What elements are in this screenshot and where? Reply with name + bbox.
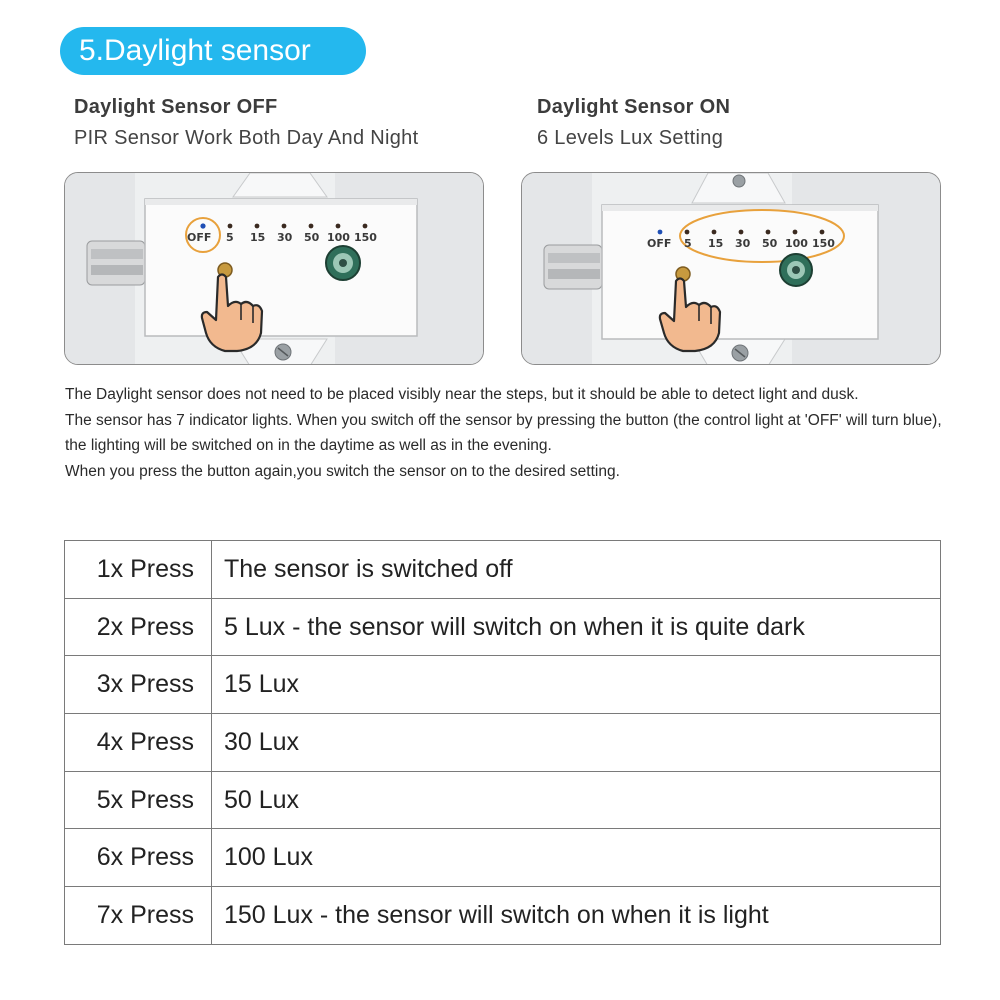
table-row (65, 829, 941, 887)
press-effect-cell: The sensor is switched off (212, 541, 941, 599)
press-effect-cell: 15 Lux (212, 656, 941, 714)
press-effect-cell: 5 Lux - the sensor will switch on when it is quite dark (212, 598, 941, 656)
table-row (65, 887, 941, 945)
description (65, 382, 945, 484)
description-paragraph: The Daylight sensor does not need to be placed visibly near the steps, but it should be able to detect light and dusk. (65, 386, 859, 403)
right-panel-subtitle: 6 Levels Lux Setting (537, 127, 724, 149)
left-panel-subtitle: PIR Sensor Work Both Day And Night (74, 127, 419, 149)
sensor-off-photo (64, 172, 484, 365)
table-row (65, 771, 941, 829)
press-count-cell: 3x Press (65, 656, 212, 714)
left-panel-title: Daylight Sensor OFF (74, 96, 278, 118)
press-effect-cell: 100 Lux (212, 829, 941, 887)
press-effect-cell: 50 Lux (212, 771, 941, 829)
right-panel-title: Daylight Sensor ON (537, 96, 731, 118)
led-label-30: 30 (735, 237, 751, 250)
description-paragraph: The sensor has 7 indicator lights. When you switch off the sensor by pressing the button (the control light at 'OFF' will turn blue), the lighting will be switched on in the daytime as well as in the evening. (65, 411, 942, 454)
led-label-off: OFF (647, 237, 672, 250)
led-label-15: 15 (250, 231, 266, 244)
table-row (65, 598, 941, 656)
press-count-cell: 5x Press (65, 771, 212, 829)
press-count-cell: 7x Press (65, 887, 212, 945)
led-label-5: 5 (684, 237, 692, 250)
table-row (65, 541, 941, 599)
led-label-150: 150 (354, 231, 377, 244)
section-title: 5.Daylight sensor (60, 27, 366, 75)
sensor-on-photo (521, 172, 941, 365)
press-count-cell: 2x Press (65, 598, 212, 656)
press-count-cell: 4x Press (65, 714, 212, 772)
sensor-on-illustration (522, 173, 941, 365)
press-table (64, 540, 941, 945)
led-label-30: 30 (277, 231, 293, 244)
led-label-off: OFF (187, 231, 212, 244)
press-count-cell: 6x Press (65, 829, 212, 887)
led-label-5: 5 (226, 231, 234, 244)
led-label-150: 150 (812, 237, 835, 250)
led-label-100: 100 (327, 231, 350, 244)
led-label-50: 50 (304, 231, 320, 244)
led-label-15: 15 (708, 237, 724, 250)
description-paragraph: When you press the button again,you switch the sensor on to the desired setting. (65, 462, 620, 480)
led-label-50: 50 (762, 237, 778, 250)
sensor-off-illustration (65, 173, 484, 365)
table-row (65, 656, 941, 714)
press-count-cell: 1x Press (65, 541, 212, 599)
table-row (65, 714, 941, 772)
press-effect-cell: 150 Lux - the sensor will switch on when it is light (212, 887, 941, 945)
led-label-100: 100 (785, 237, 808, 250)
press-effect-cell: 30 Lux (212, 714, 941, 772)
